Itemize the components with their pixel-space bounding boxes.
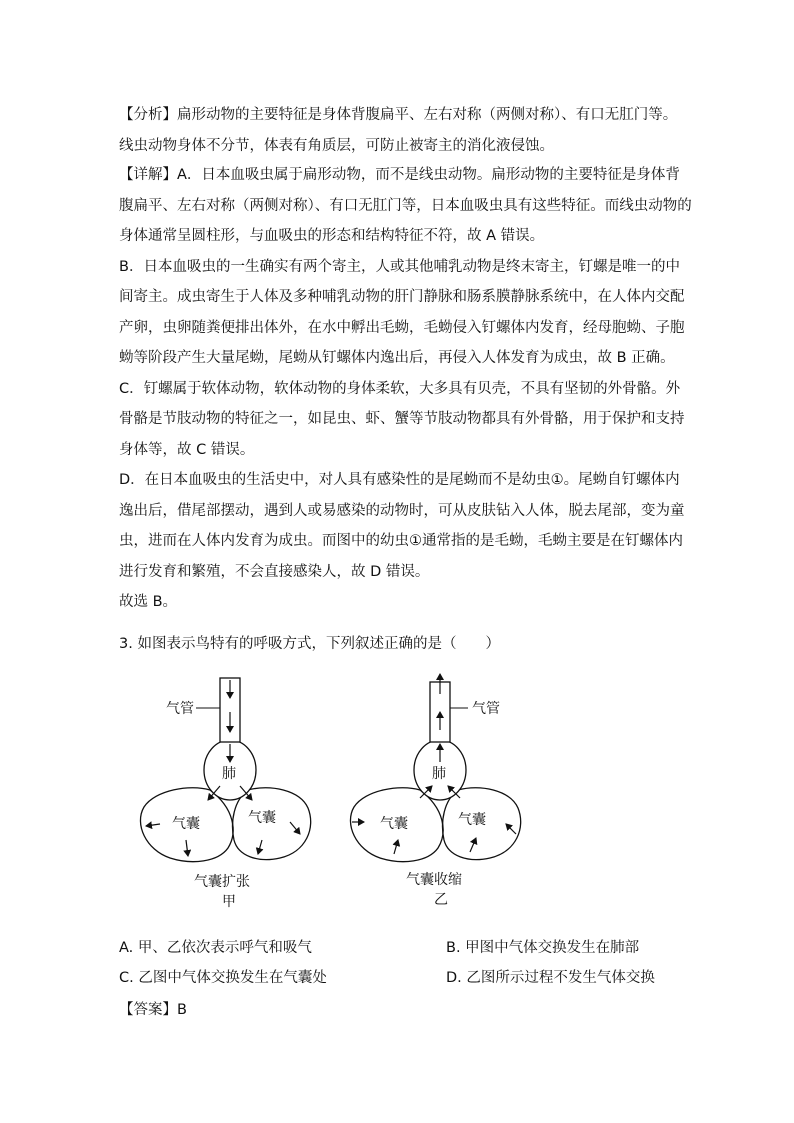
- question-stem: 3. 如图表示鸟特有的呼吸方式，下列叙述正确的是（ ）: [119, 636, 500, 652]
- flow-arrow: [186, 840, 188, 856]
- air-sac-label: 气囊: [248, 810, 276, 826]
- detail-line: 蚴等阶段产生大量尾蚴，尾蚴从钉螺体内逸出后，再侵入人体发育为成虫，故 B 正确。: [119, 350, 675, 366]
- option-a: A. 甲、乙依次表示呼气和吸气: [119, 940, 312, 956]
- figure-sub-label: 甲: [222, 894, 236, 910]
- detail-line: 【详解】A．日本血吸虫属于扁形动物，而不是线虫动物。扁形动物的主要特征是身体背: [119, 167, 680, 183]
- trachea-label: 气管: [166, 701, 194, 717]
- detail-line: 产卵，虫卵随粪便排出体外，在水中孵出毛蚴，毛蚴侵入钉螺体内发育，经母胞蚴、子胞: [119, 319, 685, 336]
- figure-sub-label: 乙: [434, 892, 448, 908]
- detail-line: D．在日本血吸虫的生活史中，对人具有感染性的是尾蚴而不是幼虫①。尾蚴自钉螺体内: [119, 472, 680, 488]
- flow-arrow: [290, 822, 300, 834]
- answer-line: 【答案】B: [119, 1002, 187, 1018]
- option-b: B. 甲图中气体交换发生在肺部: [446, 940, 640, 956]
- respiration-diagram: [130, 672, 530, 912]
- analysis-line: 【分析】扁形动物的主要特征是身体背腹扁平、左右对称（两侧对称）、有口无肛门等。: [119, 107, 678, 123]
- detail-line: 故选 B。: [119, 594, 178, 610]
- detail-line: 逸出后，借尾部摆动，遇到人或易感染的动物时，可从皮肤钻入人体，脱去尾部，变为童: [119, 502, 685, 519]
- detail-line: 腹扁平、左右对称（两侧对称）、有口无肛门等，日本血吸虫具有这些特征。而线虫动物的: [119, 197, 692, 214]
- detail-line: 间寄主。成虫寄生于人体及多种哺乳动物的肝门静脉和肠系膜静脉系统中，在人体内交配: [119, 289, 685, 305]
- flow-arrow: [394, 840, 398, 854]
- option-c: C. 乙图中气体交换发生在气囊处: [119, 970, 327, 986]
- analysis-paragraph: [119, 100, 679, 161]
- figure-caption: 气囊收缩: [406, 872, 462, 888]
- diagram-left: [140, 678, 310, 910]
- trachea-label: 气管: [472, 701, 500, 717]
- detail-paragraph: [119, 160, 692, 618]
- analysis-line: 线虫动物身体不分节，体表有角质层，可防止被寄主的消化液侵蚀。: [119, 137, 554, 154]
- respiration-figure: [130, 672, 530, 912]
- detail-line: C．钉螺属于软体动物，软体动物的身体柔软，大多具有贝壳，不具有坚韧的外骨骼。外: [119, 380, 681, 397]
- flow-arrow: [506, 824, 516, 834]
- detail-line: B．日本血吸虫的一生确实有两个寄主，人或其他哺乳动物是终末寄主，钉螺是唯一的中: [119, 258, 680, 275]
- detail-line: 虫，进而在人体内发育为成虫。而图中的幼虫①通常指的是毛蚴，毛蚴主要是在钉螺体内: [119, 533, 683, 549]
- air-sac-label: 气囊: [458, 812, 486, 828]
- detail-line: 骨骼是节肢动物的特征之一，如昆虫、虾、蟹等节肢动物都具有外骨骼，用于保护和支持: [119, 411, 685, 427]
- option-d: D. 乙图所示过程不发生气体交换: [446, 970, 655, 986]
- air-sac-label: 气囊: [380, 816, 408, 832]
- detail-line: 身体通常呈圆柱形，与血吸虫的形态和结构特征不符，故 A 错误。: [119, 228, 545, 244]
- lung-label: 肺: [432, 766, 446, 782]
- flow-arrow: [146, 824, 160, 826]
- diagram-right: [350, 674, 520, 908]
- air-sac-label: 气囊: [172, 816, 200, 832]
- figure-caption: 气囊扩张: [194, 874, 250, 890]
- lung-label: 肺: [222, 766, 236, 782]
- detail-line: 进行发育和繁殖，不会直接感染人，故 D 错误。: [119, 563, 430, 580]
- flow-arrow: [258, 840, 262, 854]
- flow-arrow: [470, 838, 476, 852]
- detail-line: 身体等，故 C 错误。: [119, 441, 255, 458]
